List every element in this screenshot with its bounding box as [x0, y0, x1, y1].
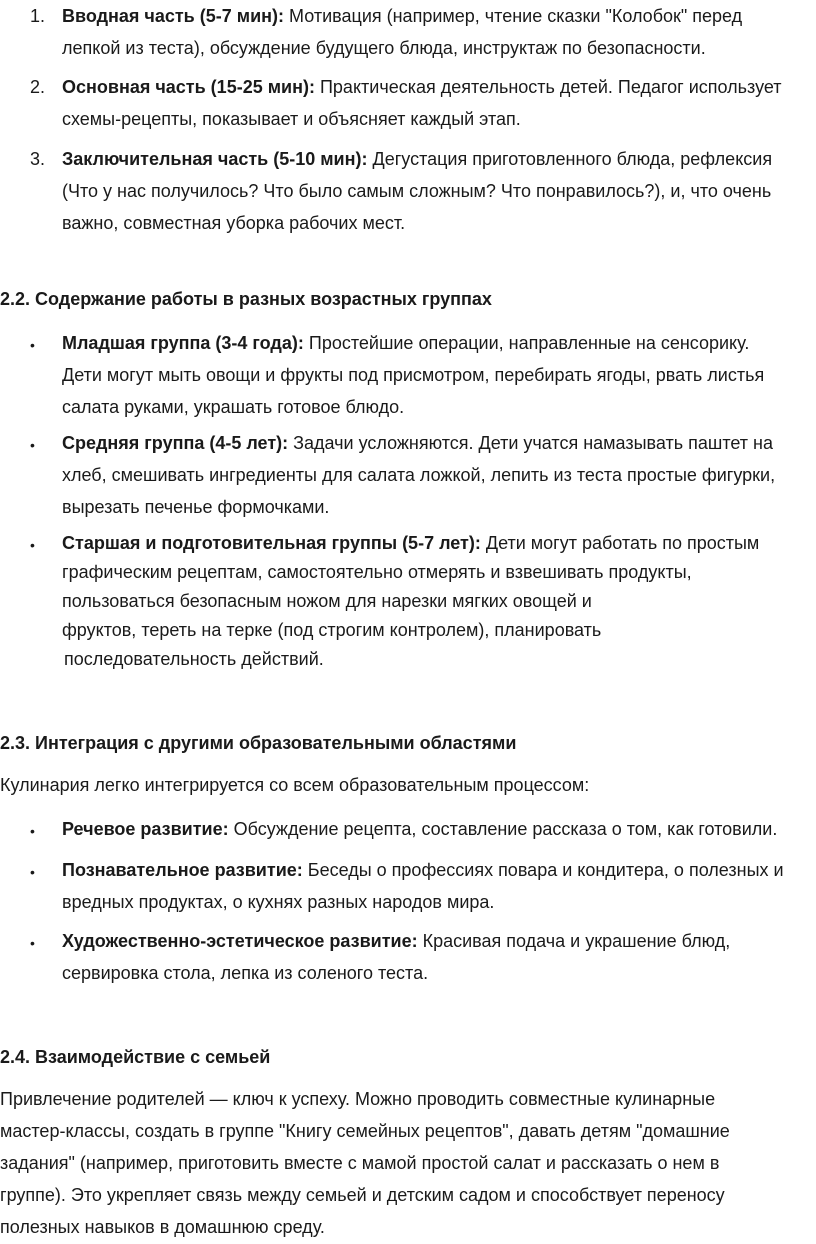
- list-number: 3.: [30, 149, 46, 169]
- item-title: Заключительная часть (5-10 мин):: [62, 149, 368, 169]
- list-item-speech-development: Речевое развитие: Обсуждение рецепта, составление рассказа о том, как готовили.: [62, 819, 778, 839]
- section-intro: Кулинария легко интегрируется со всем образовательным процессом:: [0, 775, 590, 795]
- item-title: Старшая и подготовительная группы (5-7 лет):: [62, 533, 481, 553]
- bullet-icon: •: [30, 537, 35, 553]
- bullet-icon: •: [30, 823, 35, 839]
- list-item-middle-group: Средняя группа (4-5 лет): Задачи усложняются. Дети учатся намазывать паштет на хлеб, смешивать ингредиенты для салата ложкой, лепить из теста простые фигурки, вырезать печенье формочками.: [62, 433, 776, 517]
- list-item-final-part: Заключительная часть (5-10 мин): Дегустация приготовленного блюда, рефлексия (Что у нас получилось? Что было самым сложным? Что понравилось?), и, что очень важно, совместная уборка рабочих мест.: [62, 149, 773, 233]
- item-title: Младшая группа (3-4 года):: [62, 333, 304, 353]
- item-title: Основная часть (15-25 мин):: [62, 77, 315, 97]
- list-number: 1.: [30, 6, 46, 26]
- bullet-icon: •: [30, 864, 35, 880]
- section-paragraph-family: Привлечение родителей — ключ к успеху. Можно проводить совместные кулинарные мастер-классы, создать в группе "Книгу семейных рецептов", давать детям "домашние задания" (например, приготовить вместе с мамой простой салат и рассказать о нем в группе). Это укрепляет связь между семьей и детским садом и способствует переносу полезных навыков в домашнюю среду.: [0, 1089, 730, 1237]
- list-item-senior-group: Старшая и подготовительная группы (5-7 лет): Дети могут работать по простым графическим рецептам, самостоятельно отмерять и взвешивать продукты, пользоваться безопасным ножом для нарезки мягких овощей и фруктов, тереть на терке (под строгим контролем), планировать последовательность действий.: [62, 533, 760, 669]
- item-title: Познавательное развитие:: [62, 860, 303, 880]
- list-number: 2.: [30, 77, 46, 97]
- bullet-icon: •: [30, 337, 35, 353]
- list-item-artistic-development: Художественно-эстетическое развитие: Красивая подача и украшение блюд, сервировка стола, лепка из соленого теста.: [62, 931, 731, 983]
- section-heading-2-3: 2.3. Интеграция с другими образовательными областями: [0, 733, 517, 753]
- section-heading-2-4: 2.4. Взаимодействие с семьей: [0, 1047, 271, 1067]
- list-item-cognitive-development: Познавательное развитие: Беседы о профессиях повара и кондитера, о полезных и вредных продуктах, о кухнях разных народов мира.: [62, 860, 784, 912]
- list-item-junior-group: Младшая группа (3-4 года): Простейшие операции, направленные на сенсорику. Дети могут мыть овощи и фрукты под присмотром, перебирать ягоды, рвать листья салата руками, украшать готовое блюдо.: [62, 333, 765, 417]
- item-title: Средняя группа (4-5 лет):: [62, 433, 289, 453]
- item-title: Вводная часть (5-7 мин):: [62, 6, 285, 26]
- bullet-icon: •: [30, 935, 35, 951]
- item-title: Речевое развитие:: [62, 819, 229, 839]
- bullet-icon: •: [30, 437, 35, 453]
- item-title: Художественно-эстетическое развитие:: [62, 931, 418, 951]
- list-item-intro-part: Вводная часть (5-7 мин): Мотивация (например, чтение сказки "Колобок" перед лепкой из теста), обсуждение будущего блюда, инструктаж по безопасности.: [62, 6, 743, 58]
- list-item-main-part: Основная часть (15-25 мин): Практическая деятельность детей. Педагог использует схемы-рецепты, показывает и объясняет каждый этап.: [62, 77, 782, 129]
- section-heading-2-2: 2.2. Содержание работы в разных возрастных группах: [0, 289, 492, 309]
